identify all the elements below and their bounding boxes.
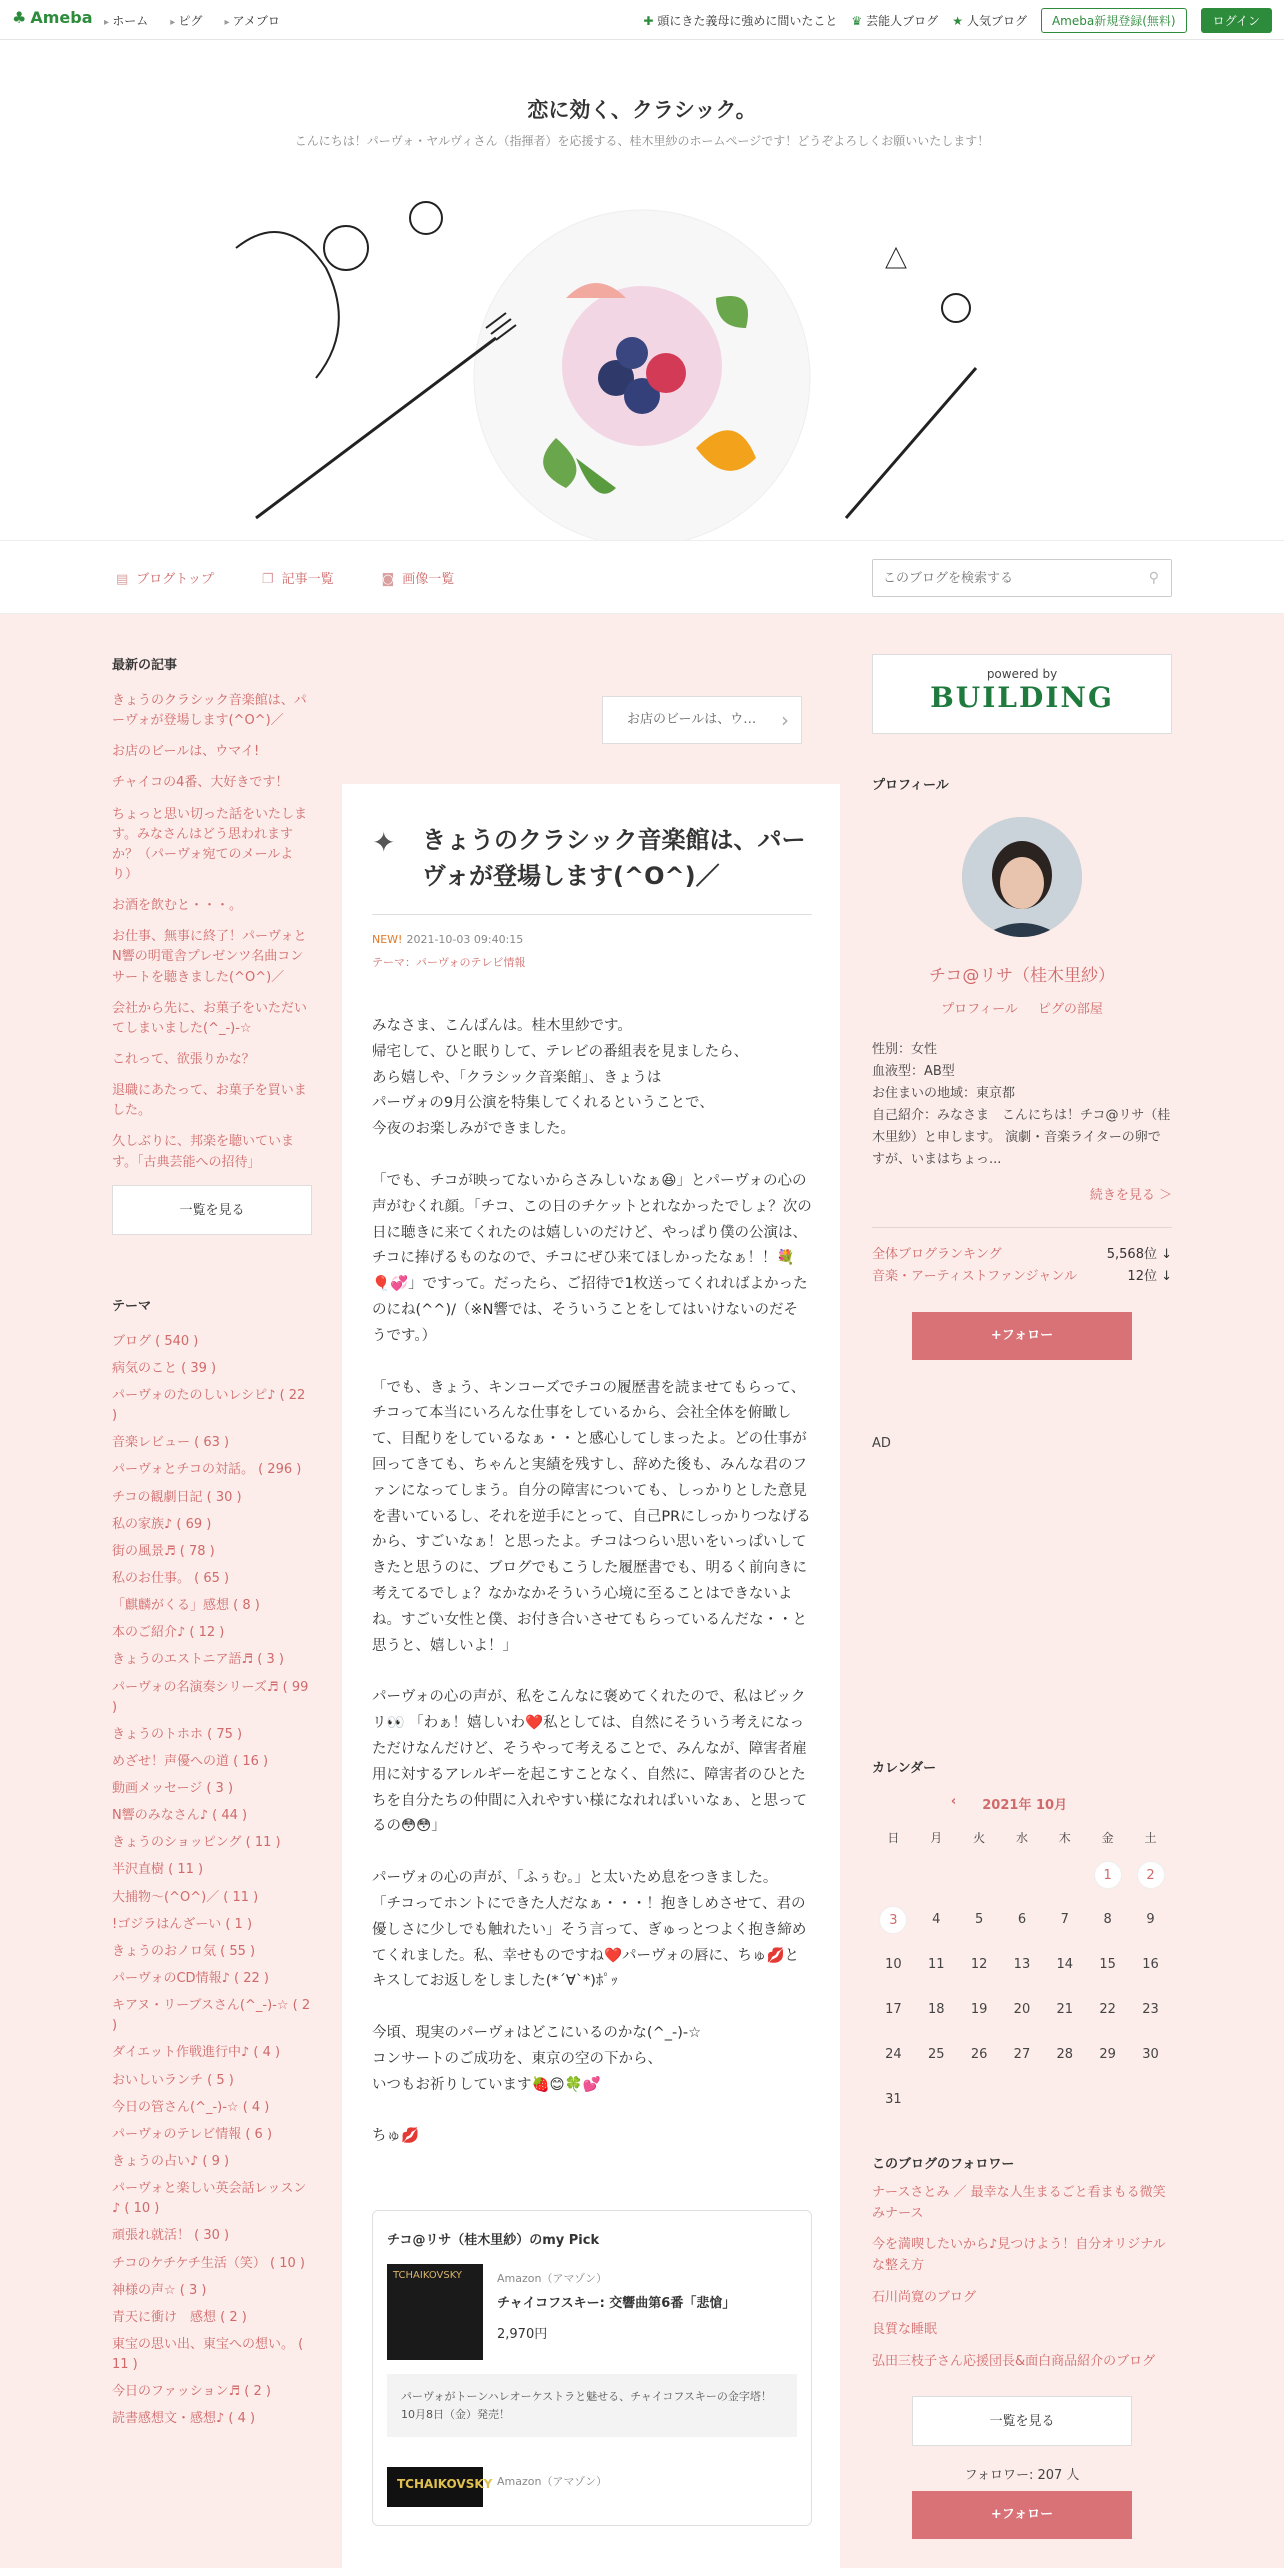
top-right-links — [643, 8, 1272, 33]
weekday-label: 月 — [930, 1831, 943, 1846]
theme-item[interactable]: きょうの占い♪ ( 9 ) — [112, 2154, 230, 2170]
calendar-cell — [958, 1898, 1001, 1943]
calendar-cell — [1001, 2033, 1044, 2078]
header-banner-illustration — [196, 188, 1088, 568]
theme-item[interactable]: パーヴォのCD情報♪ ( 22 ) — [112, 1971, 269, 1987]
theme-item[interactable]: N響のみなさん♪ ( 44 ) — [112, 1808, 248, 1824]
blog-menu-bar — [0, 540, 1284, 614]
read-more-link[interactable]: 続きを見る ＞ — [1089, 1187, 1172, 1203]
recent-item[interactable]: 会社から先に、お菓子をいただいてしまいました(^_-)-☆ — [112, 1000, 308, 1036]
paragraph: 「でも、きょう、キンコーズでチコの履歴書を読ませてもらって、チコって本当にいろんな仕事をしているから、会社全体を俯瞰して、目配りをしているなぁ・・と感心してしまったよ。どの仕事が回ってきても、ちゃんと実績を残すし、辞めた後も、みんな君のファンになってしまう。自分の障害についても、しっかりとした意見を書いているし、それを逆手にとって、自己PRにしっかりつなげるから、すごいなぁ！と思ったよ。チコはつらい思いをいっぱいしてきたと思うのに、ブログでもこうした履歴書でも、明るく前向きに考えてるでしょ？なかなかそういう心境に至ることはできないよね。すごい女性と僕、お付き合いさせてもらっているんだな・・と思うと、嬉しいよ！」 — [372, 1379, 811, 1654]
profile-name[interactable]: チコ@リサ（桂木里紗） — [929, 966, 1115, 986]
theme-item[interactable]: 音楽レビュー ( 63 ) — [112, 1435, 230, 1451]
theme-item[interactable]: 頑張れ就活！ ( 30 ) — [112, 2228, 230, 2244]
calendar-day: 27 — [1013, 2047, 1031, 2063]
calendar-day: 22 — [1099, 2002, 1116, 2018]
calendar-day: 4 — [932, 1912, 941, 1928]
calendar-cell — [872, 2078, 915, 2123]
recent-item[interactable]: お酒を飲むと・・・。 — [112, 898, 243, 914]
link-celebrity-blog[interactable] — [851, 12, 938, 29]
paragraph: ちゅ💋 — [372, 2128, 420, 2145]
ranking-row — [872, 1266, 1172, 1288]
followers-list-button[interactable]: 一覧を見る — [912, 2396, 1132, 2446]
follower-item[interactable]: 今を満喫したいから♪見つけよう！自分オリジナルな整え方 — [872, 2237, 1166, 2274]
calendar-cell — [1043, 1988, 1086, 2033]
profile-links — [872, 998, 1172, 1017]
calendar-day: 16 — [1142, 1957, 1159, 1973]
calendar-cell — [1001, 1988, 1044, 2033]
calendar-cell — [1129, 2033, 1172, 2078]
weekday-label: 日 — [887, 1831, 900, 1846]
calendar-day: 6 — [1017, 1912, 1027, 1928]
theme-item[interactable]: 読書感想文・感想♪ ( 4 ) — [112, 2411, 256, 2427]
ranking-label[interactable]: 音楽・アーティストファンジャンル — [872, 1268, 1078, 1284]
article-meta — [372, 933, 812, 946]
calendar-month: 2021年 10月 — [982, 1797, 1068, 1813]
theme-item[interactable]: パーヴォと楽しい英会話レッスン♪ ( 10 ) — [112, 2181, 307, 2217]
paragraph: 「でも、チコが映ってないからさみしいなぁ😆」とパーヴォの心の声がむくれ顔。「チコ、この日のチケットとれなかったでしょ？次の日に聴きに来てくれたのは嬉しいのだけど、やっぱり僕の公演は、チコに捧げるものなので、チコにぜひ来てほしかったなぁ！！💐🎈💞」ですって。だったら、ご招待で1枚送ってくれればよかったのにね(^^)/（※N響では、そういうことをしてはいけないのだそうです。） — [372, 1172, 812, 1344]
theme-item[interactable]: チコの観劇日記 ( 30 ) — [112, 1489, 242, 1505]
profile-info — [872, 1039, 1172, 1172]
new-badge: NEW! — [372, 933, 403, 946]
chevron-left-icon[interactable]: ‹ — [950, 1793, 957, 1809]
recent-item[interactable]: これって、欲張りかな？ — [112, 1051, 255, 1067]
pick-source-2: Amazon（アマゾン） — [497, 2475, 608, 2489]
calendar-cell — [1129, 1943, 1172, 1988]
star-icon: ★ — [952, 14, 963, 28]
theme-item[interactable]: ブログ ( 540 ) — [112, 1333, 199, 1349]
follower-item[interactable]: 弘田三枝子さん応援団長&面白商品紹介のブログ — [872, 2353, 1156, 2369]
recent-item[interactable]: 久しぶりに、邦楽を聴いています。「古典芸能への招待」 — [112, 1134, 295, 1170]
my-pick-heading: チコ@リサ（桂木里紗）のmy Pick — [387, 2233, 600, 2249]
menu-blog-top-label: ブログトップ — [136, 572, 214, 587]
follower-item[interactable]: 良質な睡眠 — [872, 2321, 938, 2337]
calendar-cell — [1086, 1943, 1129, 1988]
blog-search-box — [872, 559, 1172, 597]
prev-post-label: お店のビールは、ウ… — [627, 712, 757, 727]
ameba-mascot-icon: ♣ — [12, 8, 27, 27]
weekday-label: 土 — [1144, 1831, 1157, 1846]
search-icon[interactable]: ⚲ — [1148, 570, 1159, 586]
calendar-cell — [872, 1988, 915, 2033]
recent-heading: 最新の記事 — [112, 658, 178, 673]
weekday-label: 火 — [973, 1831, 986, 1846]
calendar-day: 13 — [1013, 1957, 1031, 1973]
calendar-day: 25 — [927, 2047, 945, 2063]
calendar-cell — [872, 1943, 915, 1988]
weekday-label: 金 — [1101, 1831, 1114, 1846]
calendar-weekdays — [872, 1823, 1172, 1853]
calendar-week — [872, 1988, 1172, 2033]
calendar-week — [872, 1898, 1172, 1943]
pick-item[interactable] — [387, 2264, 797, 2360]
calendar-day: 5 — [974, 1912, 984, 1928]
calendar-day: 17 — [885, 2002, 902, 2018]
recent-item[interactable]: 退職にあたって、お菓子を買いました。 — [112, 1083, 307, 1119]
recent-item[interactable]: ちょっと思い切った話をいたします。みなさんはどう思われますか？（パーヴォ宛てのメールより） — [112, 806, 308, 882]
calendar-cell — [1043, 2033, 1086, 2078]
followers-heading: このブログのフォロワー — [872, 2156, 1015, 2172]
profile-intro: 自己紹介：みなさま こんにちは！チコ@リサ（桂木里紗）と申します。 演劇・音楽ライターの卵ですが、いまはちょっ... — [872, 1108, 1171, 1168]
document-icon: ▤ — [116, 572, 129, 587]
calendar-cell — [915, 1988, 958, 2033]
calendar-day: 18 — [927, 2002, 945, 2018]
calendar-cell — [872, 1898, 915, 1943]
calendar-cell — [1001, 1943, 1044, 1988]
recent-list — [112, 691, 312, 1173]
pick-source: Amazon（アマゾン） — [497, 2272, 608, 2286]
theme-item[interactable]: きょうのエストニア語♬ ( 3 ) — [112, 1652, 284, 1668]
ranking-value: 12位 ↓ — [1127, 1268, 1172, 1284]
calendar-cell — [958, 1943, 1001, 1988]
theme-item[interactable]: きょうのおノロ気 ( 55 ) — [112, 1943, 256, 1959]
right-sidebar — [872, 654, 1172, 2539]
article-title-text: きょうのクラシック音楽館は、パーヴォが登場します(^O^)／ — [422, 826, 806, 890]
calendar-cell — [1043, 1853, 1086, 1898]
nav-pigg[interactable]: ▸ ピグ — [170, 12, 202, 29]
calendar-cell — [1001, 2078, 1044, 2123]
link-popular-blog[interactable] — [952, 12, 1027, 29]
menu-image-list-label: 画像一覧 — [402, 572, 455, 587]
calendar-day: 23 — [1142, 2002, 1159, 2018]
follow-button-2[interactable]: +フォロー — [912, 2491, 1132, 2539]
calendar-cell — [915, 2033, 958, 2078]
calendar-days — [872, 1853, 1172, 2123]
link-popular-label: 人気ブログ — [966, 14, 1027, 28]
calendar-cell — [1086, 1853, 1129, 1898]
theme-list — [112, 1332, 312, 2430]
global-nav — [104, 12, 280, 29]
follow-button[interactable]: +フォロー — [912, 1312, 1132, 1360]
theme-item[interactable]: めざせ！声優への道 ( 16 ) — [112, 1753, 269, 1769]
calendar-day: 29 — [1099, 2047, 1116, 2063]
prev-post-link[interactable] — [602, 696, 802, 744]
ameba-logo[interactable] — [12, 8, 93, 27]
pick-note: パーヴォがトーンハレオーケストラと魅せる、チャイコフスキーの金字塔！10月8日（金）発売！ — [387, 2374, 797, 2437]
profile-gender: 性別：女性 — [872, 1042, 938, 1057]
calendar-nav — [872, 1794, 1172, 1813]
calendar-day: 31 — [885, 2092, 902, 2108]
copy-icon: ❐ — [261, 572, 274, 587]
blog-description: こんにちは！パーヴォ・ヤルヴィさん（指揮者）を応援する、桂木里紗のホームページです！どうぞよろしくお願いいたします！ — [294, 134, 990, 148]
calendar-cell — [1129, 1988, 1172, 2033]
login-button[interactable]: ログイン — [1201, 8, 1272, 33]
calendar-heading: カレンダー — [872, 1760, 937, 1776]
recent-item[interactable]: きょうのクラシック音楽館は、パーヴォが登場します(^O^)／ — [112, 693, 307, 729]
nav-ameblo[interactable]: ▸ アメブロ — [224, 12, 279, 29]
chevron-right-icon: › — [781, 708, 789, 732]
calendar-day: 10 — [885, 1957, 902, 1973]
weekday-label: 水 — [1015, 1831, 1028, 1846]
theme-item[interactable]: おいしいランチ ( 5 ) — [112, 2072, 234, 2088]
ranking — [872, 1227, 1172, 1288]
theme-item[interactable]: 大捕物～(^O^)／ ( 11 ) — [112, 1889, 259, 1905]
follower-item[interactable]: 石川尚寛のブログ — [872, 2289, 977, 2305]
blog-menu-items — [116, 568, 454, 587]
powered-by: powered by — [986, 667, 1058, 681]
calendar-week — [872, 2033, 1172, 2078]
article — [372, 822, 812, 2526]
pick-title: チャイコフスキー: 交響曲第6番「悲愴」 — [497, 2296, 736, 2312]
blog-search-input[interactable] — [873, 560, 1123, 596]
theme-item[interactable]: 東宝の思い出、東宝への想い。 ( 11 ) — [112, 2337, 304, 2373]
recent-item[interactable]: お仕事、無事に終了！パーヴォとN響の明電舎プレゼンツ名曲コンサートを聴きました(^O^)／ — [112, 929, 307, 985]
theme-heading: テーマ — [112, 1298, 152, 1314]
ranking-row — [872, 1244, 1172, 1266]
avatar-photo — [962, 817, 1082, 937]
menu-image-list[interactable] — [382, 568, 455, 587]
camera-icon: ◙ — [381, 572, 395, 587]
calendar-cell — [1129, 1898, 1172, 1943]
weekday-label: 木 — [1058, 1831, 1071, 1846]
calendar-day: 30 — [1142, 2047, 1159, 2063]
blog-title[interactable]: 恋に効く、クラシック。 — [527, 98, 757, 122]
follower-item[interactable]: ナースさとみ ／ 最幸な人生まるごと看まもる微笑みナース — [872, 2184, 1166, 2221]
pick-price: 2,970円 — [497, 2327, 548, 2343]
recent-item[interactable]: チャイコの4番、大好きです！ — [112, 775, 289, 791]
calendar-week — [872, 1853, 1172, 1898]
register-button[interactable]: Ameba新規登録(無料) — [1041, 8, 1187, 33]
profile-location: お住まいの地域：東京都 — [872, 1086, 1016, 1102]
menu-article-list-label: 記事一覧 — [281, 572, 334, 587]
avatar[interactable] — [962, 817, 1082, 937]
calendar-cell — [1001, 1898, 1044, 1943]
theme-item[interactable]: 病気のこと ( 39 ) — [112, 1360, 217, 1376]
cd-cover-image-2: TCHAIKOVSKY — [387, 2467, 483, 2507]
theme-item[interactable]: パーヴォの名演奏シリーズ♬ ( 99 ) — [112, 1679, 309, 1715]
follower-count: フォロワー: 207 人 — [964, 2468, 1080, 2484]
calendar-day[interactable]: 1 — [1094, 1861, 1122, 1889]
cd-cover-image: TCHAIKOVSKY — [387, 2264, 483, 2360]
theme-item[interactable]: ダイエット作戦進行中♪ ( 4 ) — [112, 2045, 281, 2061]
theme-item[interactable]: 半沢直樹 ( 11 ) — [112, 1862, 204, 1878]
calendar-cell — [1043, 1898, 1086, 1943]
calendar-cell — [915, 2078, 958, 2123]
calendar-cell — [1086, 1988, 1129, 2033]
calendar-cell — [872, 2033, 915, 2078]
pigg-room-link[interactable]: ピグの部屋 — [1037, 1002, 1103, 1017]
theme-item[interactable]: 神様の声☆ ( 3 ) — [112, 2282, 207, 2298]
article-date: 2021-10-03 09:40:15 — [406, 933, 524, 946]
recent-item[interactable]: お店のビールは、ウマイ! — [112, 744, 260, 760]
theme-item[interactable]: パーヴォのテレビ情報 ( 6 ) — [112, 2126, 273, 2142]
building-logo: BUILDING — [930, 681, 1114, 714]
calendar-week — [872, 2078, 1172, 2123]
theme-item[interactable]: 今日のファッション♬ ( 2 ) — [112, 2384, 271, 2400]
top-navigation-bar — [0, 0, 1284, 40]
plus-icon: ✚ — [643, 14, 654, 28]
ranking-label[interactable]: 全体ブログランキング — [872, 1246, 1002, 1262]
calendar-day: 21 — [1056, 2002, 1074, 2018]
calendar-day: 14 — [1056, 1957, 1074, 1973]
logo-text: Ameba — [30, 8, 93, 27]
calendar-day: 24 — [885, 2047, 902, 2063]
calendar-day: 7 — [1060, 1912, 1069, 1928]
theme-item[interactable]: キアヌ・リーブスさん(^_-)-☆ ( 2 ) — [112, 1998, 311, 2034]
theme-item[interactable]: 今日の管さん(^_-)-☆ ( 4 ) — [112, 2099, 270, 2115]
article-card — [342, 784, 840, 2568]
theme-item[interactable]: 「麒麟がくる」感想 ( 8 ) — [112, 1598, 260, 1614]
calendar-day: 19 — [970, 2002, 988, 2018]
profile-link[interactable]: プロフィール — [941, 1002, 1018, 1017]
content-area — [0, 614, 1284, 2568]
calendar-week — [872, 1943, 1172, 1988]
article-theme-link[interactable]: テーマ：パーヴォのテレビ情報 — [372, 956, 526, 969]
theme-item[interactable]: きょうのトホホ ( 75 ) — [112, 1726, 243, 1742]
theme-item[interactable]: 本のご紹介♪ ( 12 ) — [112, 1625, 225, 1641]
followers-list — [872, 2183, 1172, 2373]
calendar-cell — [872, 1853, 915, 1898]
calendar-day: 12 — [970, 1957, 988, 1973]
link-celebrity-label: 芸能人ブログ — [866, 14, 939, 28]
calendar-cell — [958, 1988, 1001, 2033]
nav-home[interactable]: ▸ ホーム — [104, 12, 148, 29]
article-body — [372, 1014, 812, 2150]
menu-article-list[interactable] — [262, 568, 334, 587]
calendar-day: 11 — [927, 1957, 945, 1973]
theme-item[interactable]: チコのケチケチ生活（笑） ( 10 ) — [112, 2255, 306, 2271]
paragraph: パーヴォの心の声が、私をこんなに褒めてくれたので、私はビックリ👀 「わぁ！嬉しいわ❤️私としては、自然にそういう考えになっただけなんだけど、そうやって考えることで、みんなが、障害者雇用に対するアレルギーを起こすことなく、自然に、障害者のひとたちを自分たちの仲間に入れやすい様になれればいいなぁ、と思ってるの😳😳」 — [372, 1689, 807, 1835]
calendar-day[interactable]: 3 — [879, 1906, 907, 1934]
calendar-cell — [1043, 2078, 1086, 2123]
calendar-cell — [915, 1853, 958, 1898]
paragraph: 今頃、現実のパーヴォはどこにいるのかな(^_-)-☆ コンサートのご成功を、東京の空の下から、 いつもお祈りしています🍓😊🍀💕 — [372, 2025, 702, 2093]
my-pick-box — [372, 2210, 812, 2526]
paragraph: みなさま、こんばんは。桂木里紗です。 帰宅して、ひと眠りして、テレビの番組表を見ましたら、 あら嬉しや、「クラシック音楽館」、きょうは パーヴォの9月公演を特集してくれるということで、 今夜のお楽しみができました。 — [372, 1018, 749, 1138]
calendar-day: 28 — [1056, 2047, 1074, 2063]
calendar-cell — [915, 1943, 958, 1988]
calendar-cell — [1001, 1853, 1044, 1898]
crown-icon: ♛ — [851, 14, 863, 28]
theme-item[interactable]: パーヴォのたのしいレシピ♪ ( 22 ) — [112, 1387, 306, 1424]
calendar-cell — [958, 2033, 1001, 2078]
calendar-day[interactable]: 2 — [1137, 1861, 1165, 1889]
blog-header — [0, 40, 1284, 540]
calendar-day: 15 — [1099, 1957, 1116, 1973]
theme-item[interactable]: きょうのショッピング ( 11 ) — [112, 1835, 281, 1851]
theme-item[interactable]: パーヴォとチコの対話。 ( 296 ) — [112, 1462, 302, 1478]
profile-blood-type: 血液型：AB型 — [872, 1064, 955, 1080]
calendar-day: 20 — [1013, 2002, 1031, 2018]
profile-heading: プロフィール — [872, 778, 949, 793]
paragraph: パーヴォの心の声が、「ふぅむ。」と太いため息をつきました。 「チコってホントにできた人だなぁ・・・！抱きしめさせて、君の優しさに少しでも触れたい」そう言って、ぎゅっとつよく抱き締めてくれました。私、幸せものですね❤️パーヴォの唇に、ちゅ💋とキスしてお返しをしました(*´∀`*)ﾎﾟｯ — [372, 1870, 807, 1990]
calendar-cell — [1086, 2078, 1129, 2123]
calendar-day: 26 — [970, 2047, 988, 2063]
ranking-value: 5,568位 ↓ — [1106, 1246, 1172, 1262]
calendar-cell — [958, 1853, 1001, 1898]
calendar — [872, 1757, 1172, 2123]
ad-label: AD — [872, 1435, 891, 1451]
theme-item[interactable]: 動画メッセージ ( 3 ) — [112, 1781, 234, 1797]
calendar-cell — [1129, 1853, 1172, 1898]
building-ad[interactable] — [872, 654, 1172, 734]
menu-blog-top[interactable] — [116, 568, 214, 587]
article-title[interactable] — [372, 822, 812, 915]
link-trending[interactable] — [643, 12, 837, 29]
theme-item[interactable]: 私のお仕事。 ( 65 ) — [112, 1570, 230, 1586]
calendar-day: 8 — [1103, 1912, 1112, 1928]
calendar-cell — [915, 1898, 958, 1943]
calendar-cell — [1086, 1898, 1129, 1943]
sparkle-icon: ✦ — [372, 826, 396, 859]
recent-list-button[interactable]: 一覧を見る — [112, 1185, 312, 1235]
calendar-cell — [1129, 2078, 1172, 2123]
theme-item[interactable]: 私の家族♪ ( 69 ) — [112, 1516, 212, 1532]
calendar-cell — [1043, 1943, 1086, 1988]
calendar-day: 9 — [1146, 1912, 1155, 1928]
theme-item[interactable]: 街の風景♬ ( 78 ) — [112, 1543, 215, 1559]
calendar-table — [872, 1823, 1172, 2123]
left-sidebar — [112, 654, 312, 2437]
calendar-cell — [958, 2078, 1001, 2123]
link-trending-label: 頭にきた義母に強めに間いたこと — [657, 14, 838, 28]
theme-item[interactable]: !ゴジラはんざーい ( 1 ) — [112, 1916, 253, 1932]
theme-item[interactable]: 青天に衝け 感想 ( 2 ) — [112, 2309, 247, 2325]
calendar-cell — [1086, 2033, 1129, 2078]
